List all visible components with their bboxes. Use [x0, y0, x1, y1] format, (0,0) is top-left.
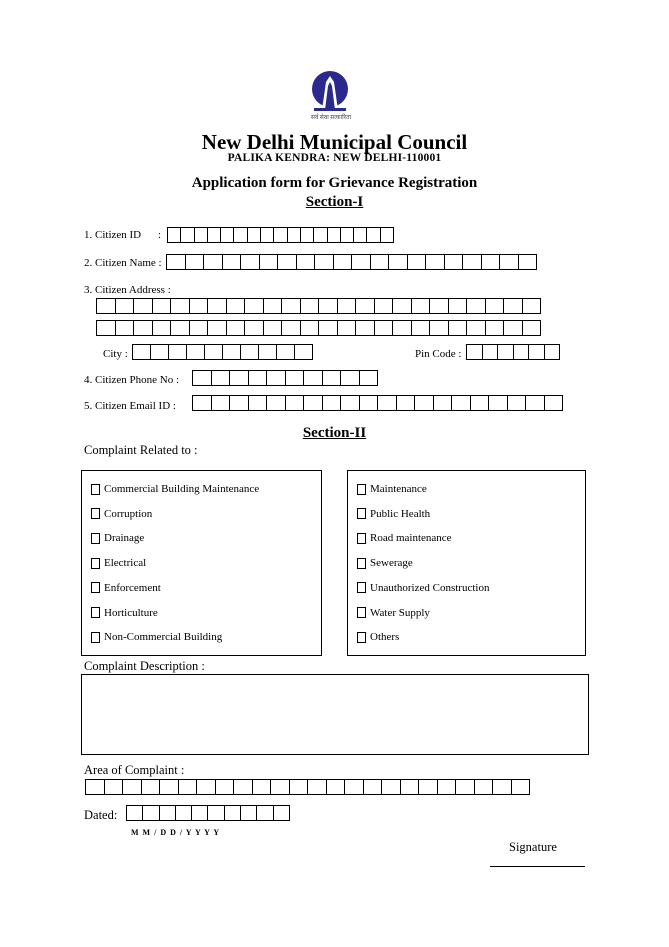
- char-box[interactable]: [152, 298, 172, 314]
- char-box[interactable]: [273, 805, 290, 821]
- char-box[interactable]: [392, 298, 412, 314]
- char-box[interactable]: [474, 779, 494, 795]
- char-box[interactable]: [425, 254, 445, 270]
- checkbox-label: Maintenance: [370, 483, 427, 495]
- checkbox[interactable]: [91, 558, 100, 569]
- citizen-address-label: 3. Citizen Address :: [84, 284, 171, 296]
- char-box[interactable]: [192, 370, 212, 386]
- char-box[interactable]: [528, 344, 545, 360]
- char-box[interactable]: [340, 395, 360, 411]
- checkbox-label: Electrical: [104, 557, 147, 570]
- char-box[interactable]: [263, 320, 283, 336]
- char-box[interactable]: [466, 298, 486, 314]
- char-box[interactable]: [285, 370, 305, 386]
- char-box[interactable]: [178, 779, 198, 795]
- char-box[interactable]: [258, 344, 277, 360]
- char-box[interactable]: [285, 395, 305, 411]
- complaint-category-panel-left: [81, 470, 322, 656]
- checkbox-label: Enforcement: [104, 581, 161, 594]
- char-box[interactable]: [462, 254, 482, 270]
- checkbox-label: Public Health: [370, 507, 431, 520]
- char-box[interactable]: [167, 227, 181, 243]
- char-box[interactable]: [233, 227, 247, 243]
- char-box[interactable]: [503, 298, 523, 314]
- char-box[interactable]: [211, 395, 231, 411]
- form-title: Application form for Grievance Registration: [191, 175, 478, 191]
- citizen-email-input[interactable]: [192, 395, 563, 413]
- char-box[interactable]: [414, 395, 434, 411]
- char-box[interactable]: [266, 395, 286, 411]
- char-box[interactable]: [207, 298, 227, 314]
- char-box[interactable]: [359, 395, 379, 411]
- char-box[interactable]: [287, 227, 301, 243]
- char-box[interactable]: [313, 227, 327, 243]
- char-box[interactable]: [418, 779, 438, 795]
- checkbox[interactable]: [357, 558, 366, 569]
- char-box[interactable]: [340, 227, 354, 243]
- char-box[interactable]: [115, 320, 135, 336]
- char-box[interactable]: [518, 254, 538, 270]
- char-box[interactable]: [133, 298, 153, 314]
- char-box[interactable]: [351, 254, 371, 270]
- char-box[interactable]: [322, 370, 342, 386]
- char-box[interactable]: [180, 227, 194, 243]
- complaint-category-option[interactable]: [357, 582, 489, 594]
- complaint-description-label: Complaint Description :: [84, 659, 205, 673]
- char-box[interactable]: [326, 779, 346, 795]
- char-box[interactable]: [525, 395, 545, 411]
- citizen-phone-input[interactable]: [192, 370, 378, 388]
- char-box[interactable]: [248, 370, 268, 386]
- char-box[interactable]: [485, 298, 505, 314]
- char-box[interactable]: [388, 254, 408, 270]
- char-box[interactable]: [115, 298, 135, 314]
- complaint-category-option[interactable]: [91, 631, 222, 643]
- complaint-description-input[interactable]: [81, 674, 589, 755]
- char-box[interactable]: [207, 320, 227, 336]
- char-box[interactable]: [322, 395, 342, 411]
- section-1-heading: Section-I: [305, 194, 364, 210]
- char-box[interactable]: [374, 320, 394, 336]
- signature-label: Signature: [509, 840, 557, 854]
- char-box[interactable]: [204, 344, 223, 360]
- char-box[interactable]: [289, 779, 309, 795]
- checkbox-label: Horticulture: [104, 606, 158, 619]
- complaint-category-option[interactable]: [91, 508, 152, 520]
- char-box[interactable]: [448, 298, 468, 314]
- logo-caption: सर्व सेवा सत्कारिता: [310, 115, 352, 121]
- dated-label: Dated:: [84, 808, 118, 822]
- char-box[interactable]: [233, 779, 253, 795]
- char-box[interactable]: [497, 344, 514, 360]
- char-box[interactable]: [481, 254, 501, 270]
- city-input[interactable]: [132, 344, 313, 362]
- char-box[interactable]: [488, 395, 508, 411]
- char-box[interactable]: [126, 805, 143, 821]
- char-box[interactable]: [247, 227, 261, 243]
- char-box[interactable]: [222, 254, 242, 270]
- char-box[interactable]: [355, 298, 375, 314]
- char-box[interactable]: [366, 227, 380, 243]
- char-box[interactable]: [207, 805, 224, 821]
- char-box[interactable]: [263, 298, 283, 314]
- char-box[interactable]: [513, 344, 530, 360]
- char-box[interactable]: [333, 254, 353, 270]
- char-box[interactable]: [303, 395, 323, 411]
- citizen-address-line-1[interactable]: [96, 298, 541, 316]
- char-box[interactable]: [96, 298, 116, 314]
- pin-code-input[interactable]: [466, 344, 560, 362]
- citizen-id-colon: :: [158, 229, 162, 241]
- char-box[interactable]: [248, 395, 268, 411]
- char-box[interactable]: [189, 320, 209, 336]
- checkbox-label: Commercial Building Maintenance: [104, 483, 260, 495]
- char-box[interactable]: [132, 344, 151, 360]
- char-box[interactable]: [175, 805, 192, 821]
- complaint-category-option[interactable]: [91, 557, 146, 569]
- char-box[interactable]: [192, 395, 212, 411]
- checkbox-label: Drainage: [104, 532, 145, 545]
- char-box[interactable]: [363, 779, 383, 795]
- char-box[interactable]: [294, 344, 313, 360]
- char-box[interactable]: [380, 227, 394, 243]
- char-box[interactable]: [273, 227, 287, 243]
- complaint-category-option[interactable]: [91, 483, 259, 495]
- char-box[interactable]: [191, 805, 208, 821]
- char-box[interactable]: [240, 805, 257, 821]
- area-of-complaint-label: Area of Complaint :: [84, 763, 185, 777]
- complaint-category-option[interactable]: [91, 532, 144, 544]
- pin-code-label: Pin Code :: [415, 348, 462, 360]
- complaint-category-option[interactable]: [91, 582, 161, 594]
- char-box[interactable]: [503, 320, 523, 336]
- char-box[interactable]: [444, 254, 464, 270]
- char-box[interactable]: [240, 344, 259, 360]
- char-box[interactable]: [159, 805, 176, 821]
- checkbox-label: Unauthorized Construction: [370, 581, 490, 594]
- char-box[interactable]: [344, 779, 364, 795]
- date-format-hint: M M / D D / Y Y Y Y: [131, 828, 220, 837]
- char-box[interactable]: [300, 298, 320, 314]
- char-box[interactable]: [522, 320, 542, 336]
- complaint-related-label: Complaint Related to :: [84, 443, 198, 457]
- char-box[interactable]: [170, 298, 190, 314]
- char-box[interactable]: [374, 298, 394, 314]
- char-box[interactable]: [185, 254, 205, 270]
- char-box[interactable]: [244, 298, 264, 314]
- char-box[interactable]: [215, 779, 235, 795]
- char-box[interactable]: [314, 254, 334, 270]
- char-box[interactable]: [85, 779, 105, 795]
- char-box[interactable]: [407, 254, 427, 270]
- char-box[interactable]: [270, 779, 290, 795]
- char-box[interactable]: [396, 395, 416, 411]
- char-box[interactable]: [240, 254, 260, 270]
- citizen-name-input[interactable]: [166, 254, 537, 272]
- council-name: New Delhi Municipal Council: [201, 130, 468, 154]
- citizen-id-label: 1. Citizen ID: [84, 229, 142, 241]
- char-box[interactable]: [355, 320, 375, 336]
- char-box[interactable]: [166, 254, 186, 270]
- checkbox-label: Others: [370, 631, 400, 644]
- char-box[interactable]: [455, 779, 475, 795]
- char-box[interactable]: [226, 320, 246, 336]
- char-box[interactable]: [359, 370, 379, 386]
- city-label: City :: [103, 348, 128, 360]
- char-box[interactable]: [400, 779, 420, 795]
- char-box[interactable]: [337, 320, 357, 336]
- checkbox-label: Water Supply: [370, 606, 430, 619]
- char-box[interactable]: [266, 370, 286, 386]
- char-box[interactable]: [327, 227, 341, 243]
- signature-line: [490, 866, 585, 867]
- char-box[interactable]: [96, 320, 116, 336]
- char-box[interactable]: [448, 320, 468, 336]
- complaint-category-option[interactable]: [357, 557, 413, 569]
- char-box[interactable]: [186, 344, 205, 360]
- complaint-category-option[interactable]: [91, 607, 158, 619]
- char-box[interactable]: [296, 254, 316, 270]
- char-box[interactable]: [207, 227, 221, 243]
- char-box[interactable]: [104, 779, 124, 795]
- char-box[interactable]: [259, 254, 279, 270]
- char-box[interactable]: [189, 298, 209, 314]
- citizen-phone-label: 4. Citizen Phone No :: [84, 374, 180, 386]
- char-box[interactable]: [507, 395, 527, 411]
- char-box[interactable]: [150, 344, 169, 360]
- char-box[interactable]: [544, 344, 561, 360]
- checkbox-label: Non-Commercial Building: [104, 631, 223, 644]
- char-box[interactable]: [381, 779, 401, 795]
- char-box[interactable]: [370, 254, 390, 270]
- citizen-email-label: 5. Citizen Email ID :: [84, 400, 176, 412]
- checkbox[interactable]: [357, 508, 366, 519]
- checkbox[interactable]: [357, 632, 366, 643]
- char-box[interactable]: [222, 344, 241, 360]
- char-box[interactable]: [307, 779, 327, 795]
- char-box[interactable]: [168, 344, 187, 360]
- char-box[interactable]: [318, 320, 338, 336]
- checkbox[interactable]: [91, 508, 100, 519]
- char-box[interactable]: [196, 779, 216, 795]
- char-box[interactable]: [224, 805, 241, 821]
- checkbox[interactable]: [357, 607, 366, 618]
- char-box[interactable]: [466, 344, 483, 360]
- council-address: PALIKA KENDRA: NEW DELHI-110001: [227, 152, 442, 164]
- char-box[interactable]: [429, 320, 449, 336]
- complaint-category-option[interactable]: [357, 532, 452, 544]
- char-box[interactable]: [229, 395, 249, 411]
- char-box[interactable]: [411, 320, 431, 336]
- char-box[interactable]: [141, 779, 161, 795]
- char-box[interactable]: [511, 779, 531, 795]
- complaint-category-option[interactable]: [357, 607, 430, 619]
- char-box[interactable]: [194, 227, 208, 243]
- char-box[interactable]: [411, 298, 431, 314]
- checkbox[interactable]: [357, 533, 366, 544]
- date-input[interactable]: [126, 805, 290, 823]
- char-box[interactable]: [482, 344, 499, 360]
- char-box[interactable]: [433, 395, 453, 411]
- char-box[interactable]: [544, 395, 564, 411]
- char-box[interactable]: [203, 254, 223, 270]
- complaint-category-option[interactable]: [357, 483, 427, 495]
- char-box[interactable]: [220, 227, 234, 243]
- complaint-category-option[interactable]: [357, 631, 399, 643]
- char-box[interactable]: [276, 344, 295, 360]
- section-2-heading: Section-II: [302, 425, 367, 441]
- char-box[interactable]: [226, 298, 246, 314]
- char-box[interactable]: [300, 227, 314, 243]
- checkbox-label: Corruption: [104, 507, 153, 520]
- checkbox-label: Sewerage: [370, 557, 413, 570]
- char-box[interactable]: [318, 298, 338, 314]
- char-box[interactable]: [229, 370, 249, 386]
- char-box[interactable]: [133, 320, 153, 336]
- char-box[interactable]: [300, 320, 320, 336]
- checkbox-label: Road maintenance: [370, 532, 452, 545]
- char-box[interactable]: [252, 779, 272, 795]
- checkbox[interactable]: [91, 484, 100, 495]
- char-box[interactable]: [277, 254, 297, 270]
- char-box[interactable]: [451, 395, 471, 411]
- char-box[interactable]: [353, 227, 367, 243]
- char-box[interactable]: [485, 320, 505, 336]
- citizen-address-line-2[interactable]: [96, 320, 541, 338]
- checkbox[interactable]: [91, 533, 100, 544]
- char-box[interactable]: [152, 320, 172, 336]
- char-box[interactable]: [470, 395, 490, 411]
- checkbox[interactable]: [357, 484, 366, 495]
- area-of-complaint-input[interactable]: [85, 779, 530, 797]
- char-box[interactable]: [429, 298, 449, 314]
- checkbox[interactable]: [91, 607, 100, 618]
- char-box[interactable]: [159, 779, 179, 795]
- checkbox[interactable]: [91, 632, 100, 643]
- char-box[interactable]: [392, 320, 412, 336]
- char-box[interactable]: [256, 805, 273, 821]
- char-box[interactable]: [437, 779, 457, 795]
- char-box[interactable]: [260, 227, 274, 243]
- checkbox[interactable]: [357, 582, 366, 593]
- char-box[interactable]: [522, 298, 542, 314]
- char-box[interactable]: [377, 395, 397, 411]
- complaint-category-panel-right: [347, 470, 586, 656]
- checkbox[interactable]: [91, 582, 100, 593]
- char-box[interactable]: [170, 320, 190, 336]
- char-box[interactable]: [492, 779, 512, 795]
- char-box[interactable]: [211, 370, 231, 386]
- char-box[interactable]: [142, 805, 159, 821]
- complaint-category-option[interactable]: [357, 508, 430, 520]
- char-box[interactable]: [466, 320, 486, 336]
- char-box[interactable]: [281, 320, 301, 336]
- citizen-name-label: 2. Citizen Name :: [84, 257, 162, 269]
- char-box[interactable]: [499, 254, 519, 270]
- char-box[interactable]: [340, 370, 360, 386]
- char-box[interactable]: [337, 298, 357, 314]
- citizen-id-input[interactable]: [167, 227, 394, 245]
- char-box[interactable]: [281, 298, 301, 314]
- char-box[interactable]: [122, 779, 142, 795]
- char-box[interactable]: [244, 320, 264, 336]
- char-box[interactable]: [303, 370, 323, 386]
